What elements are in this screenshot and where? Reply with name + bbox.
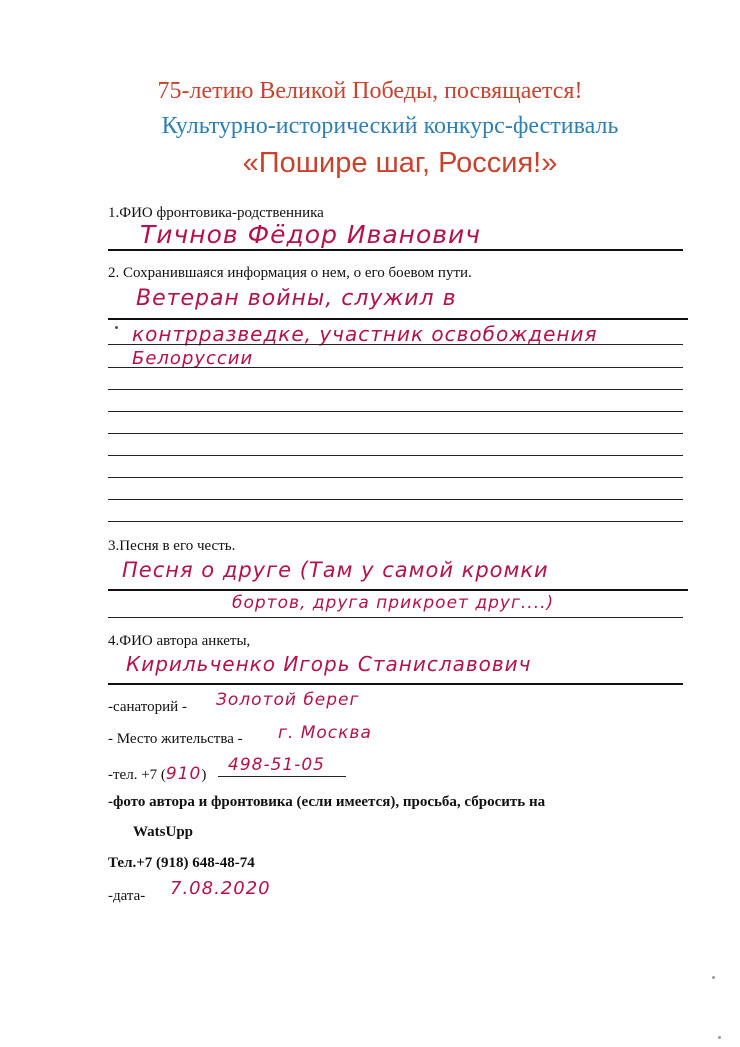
q2-ruled-line — [108, 455, 683, 456]
q2-ruled-line — [108, 411, 683, 412]
phone-label — [108, 764, 206, 784]
phone-prefix: -тел. +7 ( — [108, 767, 166, 783]
sanatorium-label: -санаторий - — [108, 699, 187, 715]
q3-answer-line-1: Песня о друге (Там у самой кромки — [122, 558, 549, 582]
q2-answer-line-3: Белоруссии — [132, 348, 254, 369]
contact-phone: Тел.+7 (918) 648-48-74 — [108, 855, 255, 871]
q1-answer-line — [108, 249, 683, 251]
phone-number: 498-51-05 — [228, 755, 325, 775]
q3-answer-line-2: бортов, друга прикроет друг....) — [232, 593, 555, 613]
festival-subtitle: Культурно-исторический конкурс-фестиваль — [161, 113, 619, 139]
q4-answer-line — [108, 683, 683, 685]
q2-ruled-line — [108, 521, 683, 522]
q3-ruled-line — [108, 617, 683, 618]
dedication-title: 75-летию Великой Победы, посвящается! — [157, 78, 583, 104]
q2-ruled-line — [108, 318, 688, 320]
phone-paren: ) — [201, 767, 207, 783]
q2-label: 2. Сохранившаяся информация о нем, о его боевом пути. — [108, 265, 472, 281]
q3-label: 3.Песня в его честь. — [108, 538, 236, 554]
q1-label: 1.ФИО фронтовика-родственника — [108, 205, 324, 221]
q2-ruled-line — [108, 499, 683, 500]
q1-answer: Тичнов Фёдор Иванович — [140, 220, 482, 249]
q2-ruled-line — [108, 477, 683, 478]
residence-answer: г. Москва — [278, 723, 372, 743]
date-label: -дата- — [108, 888, 146, 904]
q2-ruled-line — [108, 367, 683, 368]
q2-ruled-line — [108, 433, 683, 434]
q3-ruled-line — [108, 589, 688, 591]
q4-label: 4.ФИО автора анкеты, — [108, 633, 251, 649]
photo-note-app: WatsUpp — [133, 824, 194, 840]
sanatorium-answer: Золотой берег — [216, 690, 360, 710]
ink-dot — [115, 326, 118, 329]
q4-answer: Кирильченко Игорь Станиславович — [126, 652, 532, 676]
date-value: 7.08.2020 — [170, 878, 271, 899]
residence-label: - Место жительства - — [108, 731, 243, 747]
scan-speck — [718, 1036, 721, 1039]
photo-note: -фото автора и фронтовика (если имеется), просьба, сбросить на — [108, 794, 546, 810]
q2-ruled-line — [108, 344, 683, 345]
scan-speck — [712, 976, 715, 979]
festival-name: «Пошире шаг, Россия!» — [242, 147, 558, 179]
phone-area-code: 910 — [165, 764, 202, 784]
q2-answer-line-1: Ветеран войны, служил в — [136, 286, 457, 311]
q2-ruled-line — [108, 389, 683, 390]
phone-underline — [218, 776, 346, 777]
q2-answer-line-2: контрразведке, участник освобождения — [132, 322, 598, 346]
